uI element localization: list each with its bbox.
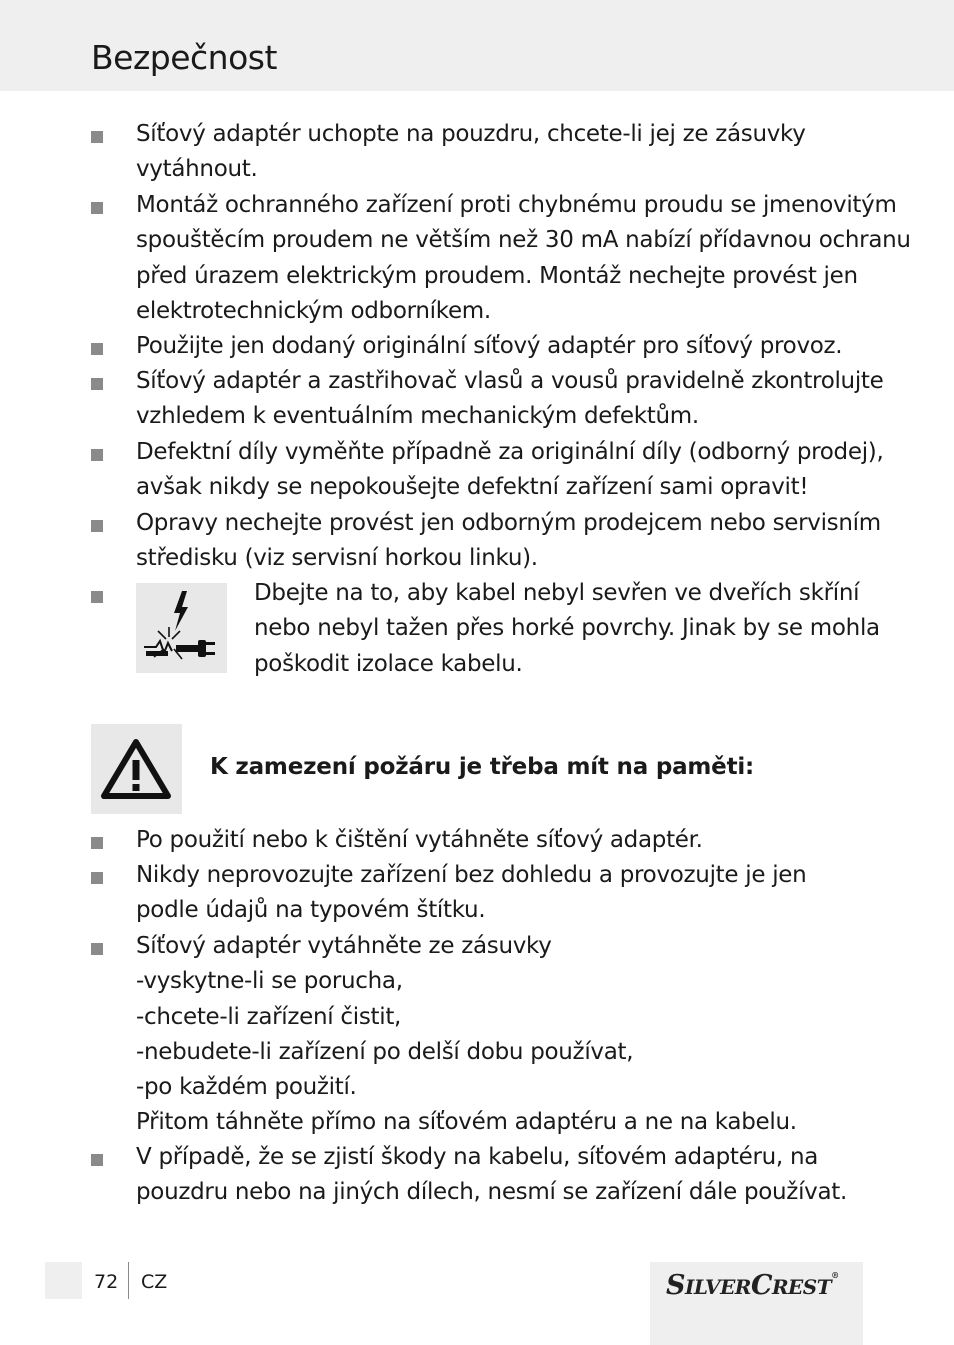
list-item-text: vytáhnout. (136, 156, 258, 183)
sub-item: -nebudete-li zařízení po delší dobu používat, (136, 1038, 634, 1065)
list-item-text: Síťový adaptér uchopte na pouzdru, chcete-li jej ze zásuvky (136, 121, 806, 147)
warning-triangle-icon (91, 724, 182, 814)
bullet-square (91, 1154, 103, 1166)
list-item-text: Síťový adaptér vytáhněte ze zásuvky (136, 933, 552, 959)
bullet-square (91, 131, 103, 143)
page-number: 72 (94, 1271, 119, 1293)
sub-item-text: chcete-li zařízení čistit, (144, 1003, 402, 1030)
sub-item: -vyskytne-li se porucha, (136, 968, 403, 995)
list-item-text: V případě, že se zjistí škody na kabelu, síťovém adaptéru, na (136, 1144, 819, 1170)
sub-item: -chcete-li zařízení čistit, (136, 1003, 402, 1030)
list-item-text: Přitom táhněte přímo na síťovém adaptéru a ne na kabelu. (136, 1109, 797, 1136)
bullet-square (91, 378, 103, 390)
bullet-square (91, 837, 103, 849)
list-item-text: Defektní díly vyměňte případně za originální díly (odborný prodej), (136, 439, 884, 465)
list-item-text: Síťový adaptér a zastřihovač vlasů a vousů pravidelně zkontrolujte (136, 368, 884, 394)
bullet-square (91, 520, 103, 532)
fire-warning-heading: K zamezení požáru je třeba mít na paměti: (210, 754, 755, 780)
brand-logo: SILVERCREST® (666, 1270, 839, 1301)
bullet-square (91, 943, 103, 955)
page-title: Bezpečnost (91, 38, 277, 77)
list-item-text: Montáž ochranného zařízení proti chybnému proudu se jmenovitým (136, 192, 897, 218)
list-item-text: poškodit izolace kabelu. (254, 650, 523, 677)
bullet-square (91, 202, 103, 214)
sub-item-text: nebudete-li zařízení po delší dobu používat, (144, 1038, 634, 1065)
list-item-text: nebo nebyl tažen přes horké povrchy. Jinak by se mohla (254, 615, 880, 642)
list-item-text: podle údajů na typovém štítku. (136, 897, 486, 924)
footer-divider (128, 1262, 129, 1299)
bullet-square (91, 872, 103, 884)
damaged-cable-shock-icon (136, 583, 227, 673)
list-item-text: Po použití nebo k čištění vytáhněte síťový adaptér. (136, 827, 703, 853)
sub-item-text: vyskytne-li se porucha, (143, 968, 403, 995)
list-item-text: před úrazem elektrickým proudem. Montáž nechejte provést jen (136, 262, 858, 289)
bullet-square (91, 343, 103, 355)
language-code: CZ (141, 1271, 168, 1293)
footer-marker (45, 1262, 82, 1299)
list-item-text: středisku (viz servisní horkou linku). (136, 545, 538, 572)
list-item-text: pouzdru nebo na jiných dílech, nesmí se zařízení dále používat. (136, 1179, 848, 1206)
list-item-text: vzhledem k eventuálním mechanickým defektům. (136, 403, 699, 430)
sub-item: -po každém použití. (136, 1074, 357, 1101)
list-item-text: Použijte jen dodaný originální síťový adaptér pro síťový provoz. (136, 333, 843, 359)
list-item-text: Nikdy neprovozujte zařízení bez dohledu a provozujte je jen (136, 862, 807, 888)
list-item-text: avšak nikdy se nepokoušejte defektní zařízení sami opravit! (136, 474, 809, 501)
bullet-square (91, 449, 103, 461)
list-item-text: elektrotechnickým odborníkem. (136, 297, 491, 324)
list-item-text: spouštěcím proudem ne větším než 30 mA nabízí přídavnou ochranu (136, 227, 911, 254)
list-item-text: Dbejte na to, aby kabel nebyl sevřen ve dveřích skříní (254, 580, 860, 606)
bullet-square (91, 591, 103, 603)
sub-item-text: po každém použití. (144, 1074, 357, 1101)
list-item-text: Opravy nechejte provést jen odborným prodejcem nebo servisním (136, 510, 881, 536)
